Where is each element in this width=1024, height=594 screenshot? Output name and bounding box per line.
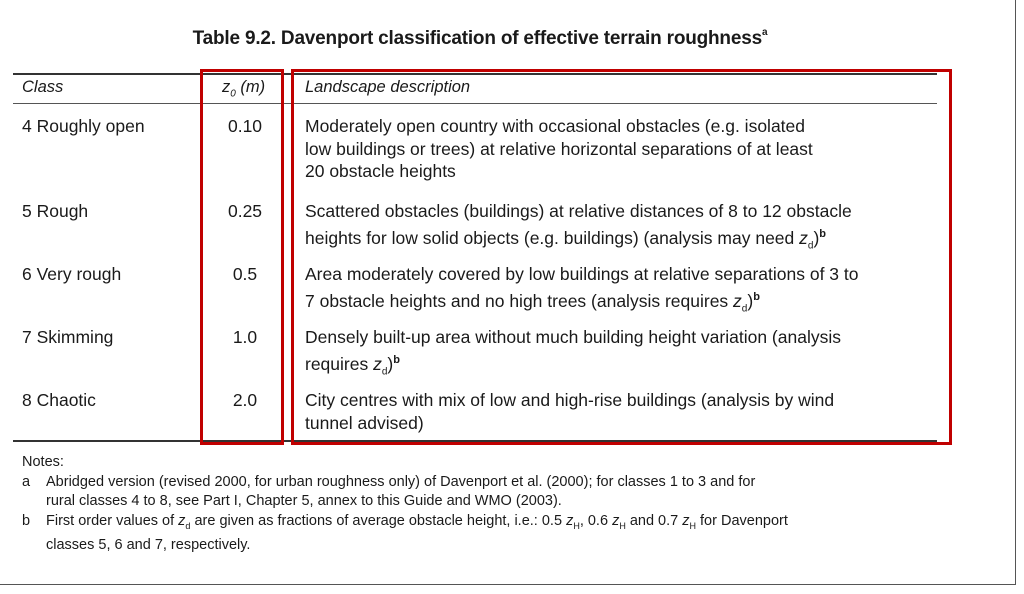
row-class: 7 Skimming	[22, 327, 114, 347]
header-z0: $z_0$ (m)	[222, 78, 266, 100]
row-class: 8 Chaotic	[22, 390, 96, 410]
note-a: a Abridged version (revised 2000, for urban roughness only) of Davenport et al. (2000); for classes 1 to 3 and for rural classes 4 to 8, see Part I, Chapter 5, annex to this Guide and WMO (2003).	[22, 473, 756, 509]
row-class: 6 Very rough	[22, 264, 122, 284]
row-z0-value: 1.0	[232, 327, 258, 347]
row-description: Moderately open country with occasional obstacles (e.g. isolated low buildings or trees) at relative horizontal separations of at least 20 obstacle heights	[305, 116, 813, 181]
row-z0-value: 0.25	[227, 201, 263, 221]
note-b: b First order values of $z_d$ are given as fractions of average obstacle height, i.e.: 0.5 $z_H$, 0.6 $z_H$ and 0.7 $z_H$ for Davenport classes 5, 6 and 7, respectively.	[22, 512, 788, 553]
row-z0-value: 0.10	[227, 116, 263, 136]
z0-column-highlight-box	[200, 69, 284, 445]
row-description: City centres with mix of low and high-rise buildings (analysis by wind tunnel advised)	[305, 390, 835, 433]
row-z0-value: 2.0	[232, 390, 258, 410]
description-column-highlight-box	[291, 69, 952, 445]
row-class: 4 Roughly open	[22, 116, 145, 136]
notes-heading: Notes:	[22, 454, 64, 470]
row-description: Densely built-up area without much building height variation (analysis requires $z_d)^b$	[305, 327, 841, 377]
table-title: Table 9.2. Davenport classification of effective terrain roughness$^a$	[192, 26, 768, 49]
header-landscape-description: Landscape description	[305, 78, 471, 96]
table-notes	[22, 453, 942, 555]
row-description: Area moderately covered by low buildings at relative separations of 3 to 7 obstacle heights and no high trees (analysis requires $z_d)^b$	[305, 264, 859, 314]
row-class: 5 Rough	[22, 201, 89, 221]
row-z0-value: 0.5	[232, 264, 258, 284]
header-class: Class	[22, 78, 64, 96]
row-description: Scattered obstacles (buildings) at relative distances of 8 to 12 obstacle heights for low solid objects (e.g. buildings) (analysis may need $z_d)^b$	[305, 201, 852, 251]
